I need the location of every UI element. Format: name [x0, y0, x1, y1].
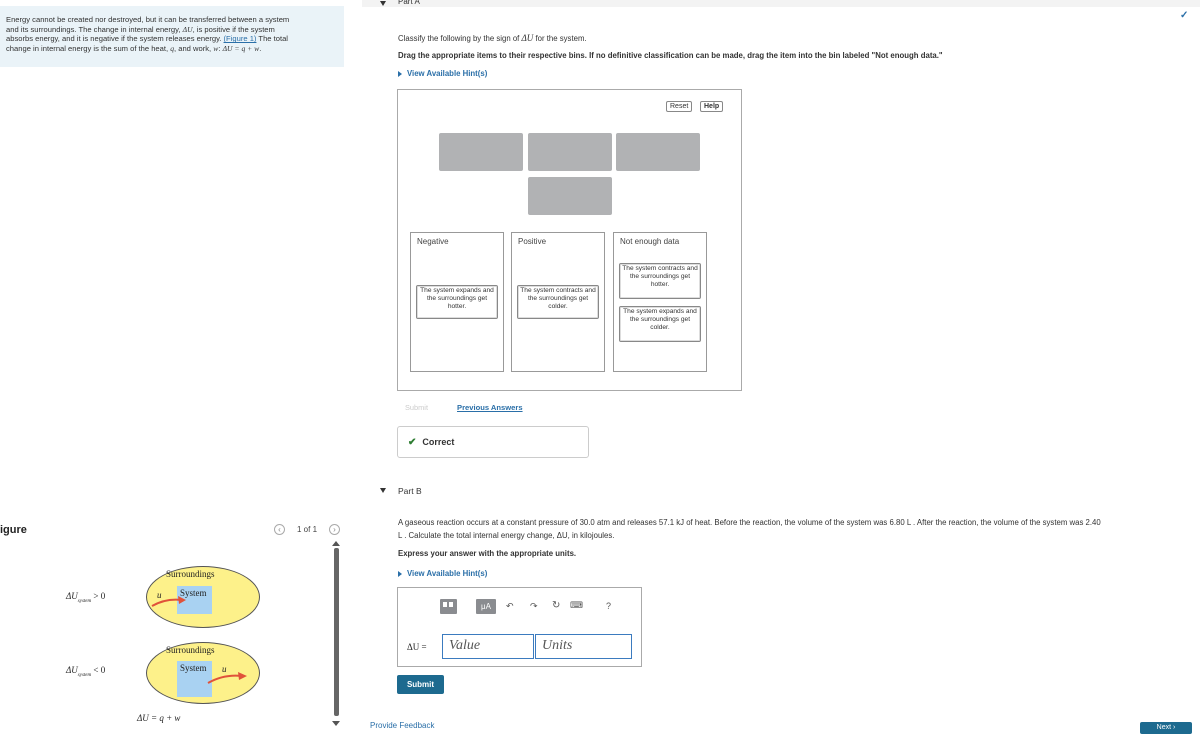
- delta-u-symbol: ΔU: [182, 24, 193, 34]
- hint-label: View Available Hint(s): [407, 569, 488, 578]
- check-icon: ✔: [408, 436, 417, 448]
- bin-positive[interactable]: [511, 232, 605, 372]
- draggable-item[interactable]: [517, 285, 599, 319]
- delta-u-condition: < 0: [93, 665, 106, 675]
- delta-u-symbol: ΔU: [521, 33, 534, 43]
- energy-in-arrow-icon: [150, 594, 190, 610]
- bin-not-enough-data-title: Not enough data: [620, 237, 680, 246]
- delta-u-label: ΔU: [66, 665, 78, 675]
- bin-not-enough-data[interactable]: [613, 232, 707, 372]
- collapse-part-a-icon[interactable]: [380, 1, 386, 6]
- energy-equation: ΔU = q + w: [222, 43, 260, 53]
- prev-figure-button[interactable]: ‹: [274, 524, 285, 535]
- u-symbol-bottom: u: [222, 664, 227, 674]
- part-a-question-end: for the system.: [533, 34, 587, 43]
- part-b-question-line-2: L . Calculate the total internal energy change, ΔU, in kilojoules.: [398, 531, 615, 540]
- expand-hint-icon: [398, 571, 402, 577]
- provide-feedback-link[interactable]: Provide Feedback: [370, 721, 435, 730]
- part-b-hint-link[interactable]: [398, 569, 487, 578]
- bin-negative-title: Negative: [417, 237, 449, 246]
- intro-line-4-text: change in internal energy is the sum of the heat,: [6, 43, 171, 53]
- part-a-question-text: Classify the following by the sign of: [398, 34, 522, 43]
- empty-slot-4[interactable]: [528, 177, 612, 215]
- part-a-title: Part A: [398, 0, 420, 6]
- intro-line-4-mid: , and work,: [174, 43, 214, 53]
- scroll-up-icon[interactable]: [332, 541, 340, 546]
- part-a-submit-button[interactable]: Submit: [405, 403, 429, 412]
- delta-u-subscript: system: [77, 598, 92, 604]
- redo-icon[interactable]: ↷: [530, 601, 538, 611]
- surroundings-label-top: Surroundings: [166, 569, 215, 579]
- item-label: The system expands and the surroundings get hotter.: [420, 287, 494, 310]
- intro-line-2-text: and its surroundings. The change in internal energy,: [6, 24, 183, 34]
- intro-line-2-text-end: , is positive if the system: [192, 24, 275, 34]
- help-icon[interactable]: ?: [606, 601, 612, 611]
- energy-out-arrow-icon: [206, 670, 252, 686]
- figure-equation: ΔU = q + w: [137, 713, 181, 723]
- reset-icon[interactable]: ↻: [552, 600, 561, 611]
- figure-pager: [274, 524, 340, 535]
- figure-scrollbar[interactable]: [334, 548, 339, 716]
- draggable-item[interactable]: [416, 285, 498, 319]
- delta-u-subscript: system: [77, 672, 92, 678]
- correct-feedback: [397, 426, 589, 458]
- value-placeholder: Value: [449, 638, 481, 653]
- intro-line-3: [6, 34, 338, 44]
- next-button[interactable]: Next ›: [1140, 722, 1192, 734]
- intro-line-4: [6, 44, 338, 54]
- intro-text: [0, 6, 344, 67]
- hint-label: View Available Hint(s): [407, 69, 488, 78]
- part-a-hint-link[interactable]: [398, 69, 487, 78]
- delta-u-condition: > 0: [93, 591, 106, 601]
- w-symbol: w: [213, 43, 219, 53]
- part-b-express: Express your answer with the appropriate units.: [398, 549, 577, 558]
- units-button[interactable]: μA: [476, 599, 496, 614]
- bin-positive-title: Positive: [518, 237, 547, 246]
- intro-line-4-period: .: [259, 43, 262, 53]
- part-b-question-line-1: A gaseous reaction occurs at a constant pressure of 30.0 atm and releases 57.1 kJ of heat. Before the reaction, the volume of the system was 6.80 L . After the reaction, the volume of the system was 2.40: [398, 518, 1101, 527]
- draggable-item[interactable]: [619, 306, 701, 342]
- intro-line-1: Energy cannot be created nor destroyed, but it can be transferred between a system: [6, 15, 290, 24]
- next-figure-button[interactable]: ›: [329, 524, 340, 535]
- draggable-item[interactable]: [619, 263, 701, 299]
- empty-slot-1[interactable]: [439, 133, 523, 171]
- item-label: The system expands and the surroundings get colder.: [623, 308, 697, 331]
- figure-link[interactable]: (Figure 1): [223, 34, 257, 44]
- bin-negative[interactable]: [410, 232, 504, 372]
- value-input[interactable]: [442, 634, 534, 659]
- u-symbol-top: u: [157, 590, 162, 600]
- reset-button[interactable]: Reset: [666, 101, 692, 112]
- drag-drop-area: [397, 89, 742, 391]
- part-b-title: Part B: [398, 486, 422, 496]
- part-a-header[interactable]: [362, 0, 1200, 7]
- q-symbol: q: [170, 43, 175, 53]
- units-placeholder: Units: [542, 638, 573, 653]
- help-button[interactable]: Help: [700, 101, 723, 112]
- intro-line-4-colon: :: [218, 43, 223, 53]
- delta-u-negative-label: [66, 665, 105, 678]
- delta-u-positive-label: [66, 591, 105, 604]
- previous-answers-link[interactable]: Previous Answers: [457, 403, 523, 412]
- figure-title: igure: [0, 524, 27, 536]
- figure-page-count: 1 of 1: [297, 525, 318, 534]
- answer-box: [397, 587, 642, 667]
- undo-icon[interactable]: ↶: [506, 601, 514, 611]
- intro-line-3-text: absorbs energy, and it is negative if the system releases energy.: [6, 34, 224, 44]
- intro-line-3-end: The total: [256, 34, 288, 44]
- intro-line-2: [6, 25, 338, 35]
- item-label: The system contracts and the surroundings get hotter.: [622, 265, 698, 288]
- expand-hint-icon: [398, 71, 402, 77]
- item-label: The system contracts and the surroundings get colder.: [520, 287, 596, 310]
- keyboard-icon[interactable]: ⌨: [570, 600, 583, 610]
- complete-check-icon: ✓: [1180, 10, 1189, 21]
- delta-u-input-label: ΔU =: [407, 642, 427, 652]
- correct-label: Correct: [422, 437, 455, 447]
- part-a-instructions: Drag the appropriate items to their respective bins. If no definitive classification can be made, drag the item into the bin labeled "Not enough data.": [398, 51, 943, 60]
- system-label-bottom: System: [180, 663, 207, 673]
- part-b-submit-button[interactable]: [397, 675, 444, 694]
- empty-slot-3[interactable]: [616, 133, 700, 171]
- units-input[interactable]: [535, 634, 632, 659]
- part-a-question: [398, 33, 587, 43]
- delta-u-label: ΔU: [66, 591, 78, 601]
- collapse-part-b-icon[interactable]: [380, 488, 386, 493]
- empty-slot-2[interactable]: [528, 133, 612, 171]
- templates-icon[interactable]: [440, 599, 457, 614]
- surroundings-label-bottom: Surroundings: [166, 645, 215, 655]
- submit-label: Submit: [406, 680, 435, 689]
- scroll-down-icon[interactable]: [332, 721, 340, 726]
- system-label-top: System: [180, 588, 207, 598]
